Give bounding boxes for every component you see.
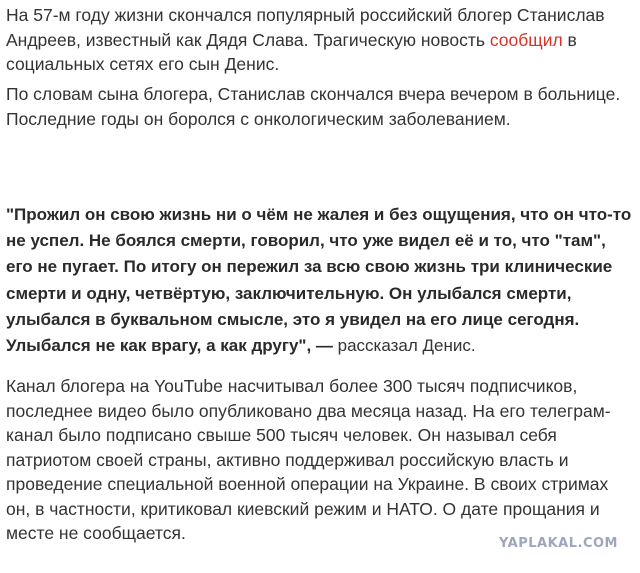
paragraph-details: По словам сына блогера, Станислав скончался вчера вечером в больнице. Последние годы он боролся с онкологическим заболеванием. [6, 84, 621, 129]
source-link[interactable]: сообщил [489, 29, 563, 50]
paragraph-channel: Канал блогера на YouTube насчитывал более 300 тысяч подписчиков, последнее видео было опубликовано два месяца назад. На его телеграм-канал было подписано свыше 500 тысяч человек. Он называл себя патриотом своей страны, активно поддерживал российскую власть и проведение специальной военной операции на Украине. В своих стримах он, в частности, критиковал киевский режим и НАТО. О дате прощания и месте не сообщается. [6, 376, 611, 543]
site-watermark: YAPLAKAL.COM [499, 536, 618, 551]
intro-text: На 57-м году жизни скончался популярный российский блогер Станислав Андреев, известный как Дядя Слава. Трагическую новость [6, 5, 605, 50]
quote-text: "Прожил он свою жизнь ни о чём не жалея и без ощущения, что он что-то не успел. Не боялся смерти, говорил, что уже видел её и то, что "там", его не пугает. По итогу он пережил за всю свою жизнь три клинические смерти и одну, четвёртую, заключительную. Он улыбался смерти, улыбался в буквальном смысле, это я увидел на его лице сегодня. Улыбался не как врагу, а как другу", — [6, 205, 632, 356]
intro-text-end: в социальных сетях его сын Денис. [6, 29, 577, 74]
quote-attribution: рассказал Денис. [332, 336, 476, 356]
quote-paragraph [6, 202, 634, 359]
paragraph-intro [6, 3, 626, 77]
